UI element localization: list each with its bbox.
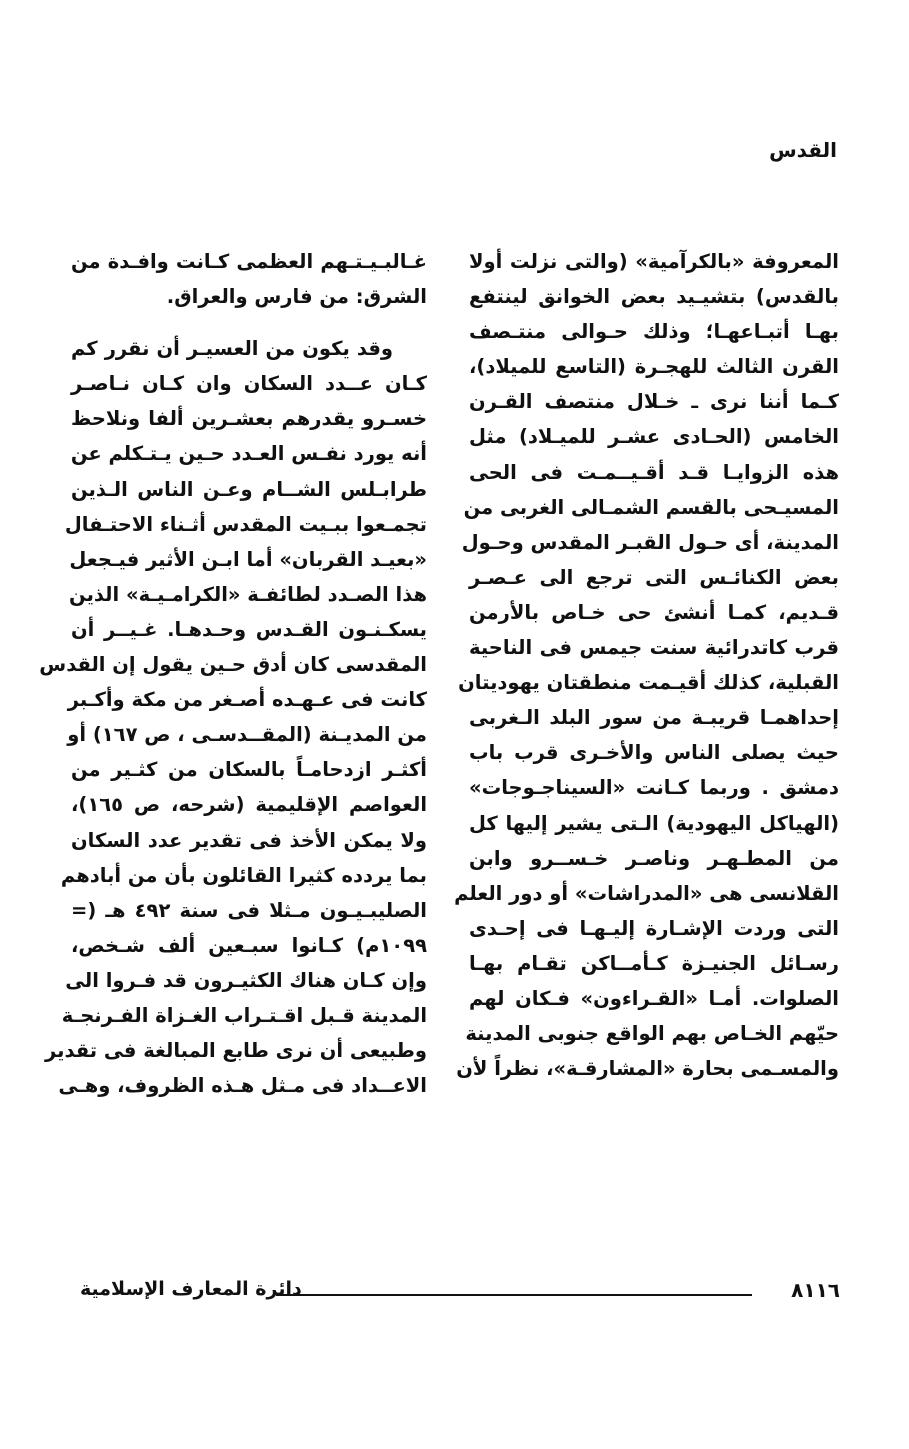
text-line: دمشق . وربما كـانت «السيناجـوجات» [469, 776, 839, 800]
text-line: حيّهم الخـاص بهم الواقع جنوبى المدينة [465, 1022, 839, 1046]
right-column [454, 244, 839, 1086]
journal-title: دائرة المعارف الإسلامية [80, 1278, 302, 1300]
text-line: (الهياكل اليهودية) الـتى يشير إليها كل [469, 811, 839, 835]
text-line: ولا يمكن الأخذ فى تقدير عدد السكان [71, 828, 427, 852]
text-line: من المطـهـر وناصـر خـســرو وابن [469, 846, 839, 870]
text-line: وقد يكون من العسيـر أن نقرر كم [71, 337, 393, 361]
text-line: قرب كاتدرائية سنت جيمس فى الناحية [469, 636, 839, 660]
text-line: حيث يصلى الناس والأخـرى قرب باب [469, 741, 839, 765]
text-line: بهـا أتبـاعهـا؛ وذلك حـوالى منتـصف [469, 320, 839, 344]
text-line: غـالبـيـتـهم العظمى كـانت وافـدة من [71, 250, 427, 273]
text-line: القبلية، كذلك أقيـمت منطقتان يهوديتان [458, 671, 839, 695]
text-line: المقدسى كان أدق حـين يقول إن القدس [39, 653, 427, 677]
text-line: وطبيعى أن نرى طابع المبالغة فى تقدير [45, 1039, 427, 1063]
paragraph-gap [71, 314, 427, 331]
text-line: كـان عــدد السكان وان كـان نـاصـر [71, 372, 427, 396]
text-line: إحداهمـا قريبـة من سور البلد الـغربى [469, 706, 839, 730]
text-line: بما يردده كثيرا القائلون بأن من أبادهم [60, 863, 427, 887]
page-footer [80, 1278, 840, 1308]
text-line: الخامس (الحـادى عشـر للميـلاد) مثل [469, 425, 839, 449]
running-header: القدس [769, 138, 837, 162]
footer-divider [276, 1294, 752, 1296]
text-line: هذه الزوايـا قـد أقـيــمـت فى الحى [469, 460, 839, 484]
text-line: العواصم الإقليمية (شرحه، ص ١٦٥)، [71, 793, 427, 817]
text-line: قـديم، كمـا أنشئ حى خـاص بالأرمن [469, 600, 839, 624]
text-line: المدينة قـبل اقـتـراب الغـزاة الفـرنجـة [61, 1003, 427, 1027]
text-line: بالقدس) بتشيـيد بعض الخوانق لينتفع [469, 285, 839, 309]
text-line: الصليبـيـون مـثلا فى سنة ٤٩٢ هـ (= [71, 898, 427, 922]
text-line: تجمـعوا ببـيت المقدس أثـناء الاحتـفال [64, 512, 427, 536]
text-line: «بعيـد القربان» أما ابـن الأثير فيـجعل [69, 547, 427, 571]
text-line: المعروفة «بالكرآمية» (والتى نزلت أولا [469, 250, 839, 273]
text-line: بعض الكنائـس التى ترجع الى عـصـر [469, 565, 839, 589]
text-line: التى وردت الإشـارة إليـهـا فى إحـدى [469, 916, 839, 940]
text-line: يسكـنـون القـدس وحـدهـا. غـيــر أن [71, 617, 427, 641]
text-line: هذا الصـدد لطائفـة «الكرامـيـة» الذين [69, 582, 427, 606]
text-line: وإن كـان هناك الكثيـرون قد فـروا الى [65, 968, 427, 992]
left-column [39, 244, 427, 1103]
text-line: والمسـمى بحارة «المشارقـة»، نظراً لأن [456, 1057, 839, 1081]
text-line: الاعــداد فى مـثل هـذه الظروف، وهـى [58, 1074, 427, 1098]
text-line: الصلوات. أمـا «القـراءون» فـكان لهم [469, 986, 839, 1010]
text-line: أكثـر ازدحامـاً بالسكان من كثـير من [71, 758, 427, 782]
text-line: رسـائل الجنيـزة كـأمــاكن تقـام بهـا [469, 951, 839, 975]
text-line: القلانسى هى «المدراشات» أو دور العلم [454, 881, 839, 905]
text-line: كانت فى عـهـده أصـغر من مكة وأكـبر [67, 688, 427, 712]
text-line: الشرق: من فارس والعراق. [166, 285, 427, 309]
text-line: المدينة، أى حـول القبـر المقدس وحـول [461, 530, 839, 554]
text-line: كـما أننا نرى ـ خـلال منتصف القـرن [469, 390, 839, 414]
text-line: أنه يورد نفـس العـدد حـين يـتـكلم عن [70, 442, 427, 466]
text-line: المسيـحى بالقسم الشمـالى الغربى من [463, 495, 839, 519]
text-line: خسـرو يقدرهم بعشـرين ألفا ونلاحظ [71, 407, 427, 431]
text-line: ١٠٩٩م) كـانوا سبـعين ألف شـخص، [71, 933, 427, 957]
page-number: ٨١١٦ [791, 1278, 840, 1302]
text-line: من المديـنة (المقــدسـى ، ص ١٦٧) أو [67, 723, 427, 747]
text-line: طرابـلس الشــام وعـن الناس الـذين [71, 477, 427, 501]
text-line: القرن الثالث للهجـرة (التاسع للميلاد)، [469, 355, 839, 379]
